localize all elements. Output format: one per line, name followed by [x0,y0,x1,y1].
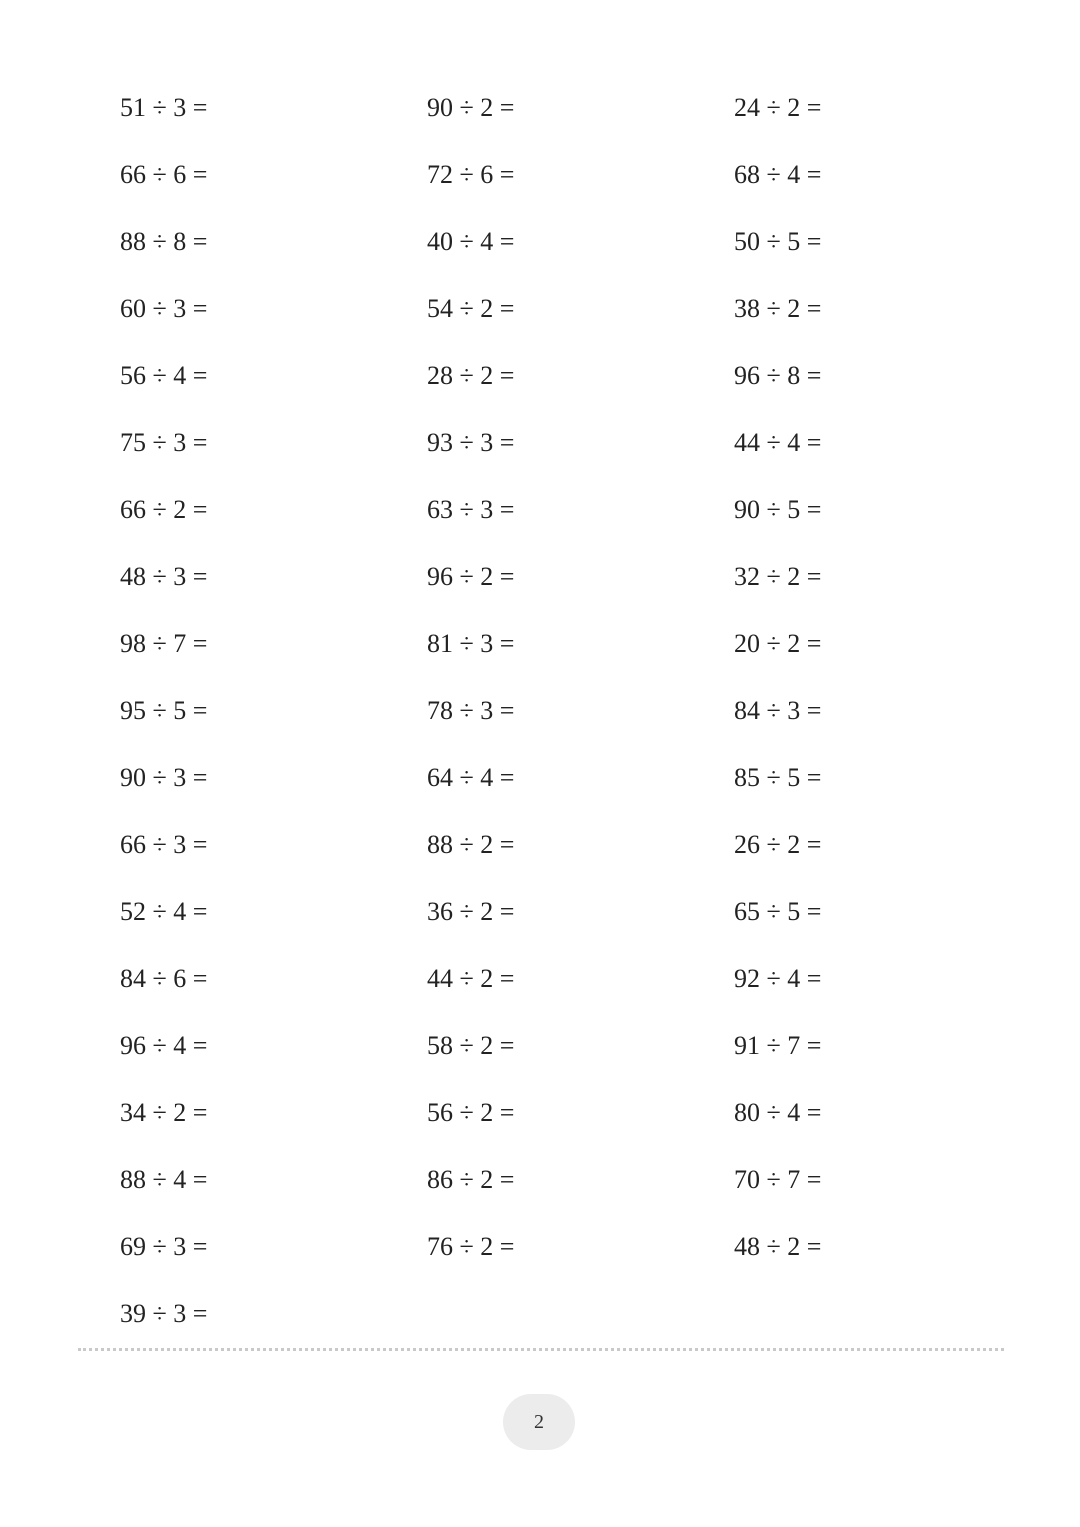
division-problem: 88 ÷ 4 = [120,1165,208,1194]
division-problem: 32 ÷ 2 = [734,562,822,591]
division-problem: 24 ÷ 2 = [734,93,822,122]
division-problem: 84 ÷ 3 = [734,696,822,725]
division-problem: 54 ÷ 2 = [427,294,515,323]
problem-column-1 [120,86,380,1359]
division-problem: 50 ÷ 5 = [734,227,822,256]
division-problem: 90 ÷ 5 = [734,495,822,524]
division-problem: 44 ÷ 4 = [734,428,822,457]
division-problem: 81 ÷ 3 = [427,629,515,658]
page-number-badge: 2 [503,1394,575,1450]
division-problem: 44 ÷ 2 = [427,964,515,993]
division-problem: 60 ÷ 3 = [120,294,208,323]
division-problem: 91 ÷ 7 = [734,1031,822,1060]
division-problem: 72 ÷ 6 = [427,160,515,189]
division-problem: 88 ÷ 2 = [427,830,515,859]
division-problem: 58 ÷ 2 = [427,1031,515,1060]
division-problem: 90 ÷ 2 = [427,93,515,122]
division-problem: 63 ÷ 3 = [427,495,515,524]
division-problem: 66 ÷ 6 = [120,160,208,189]
division-problem: 96 ÷ 4 = [120,1031,208,1060]
division-problem: 85 ÷ 5 = [734,763,822,792]
division-problem: 48 ÷ 3 = [120,562,208,591]
division-problem: 95 ÷ 5 = [120,696,208,725]
division-problem: 84 ÷ 6 = [120,964,208,993]
division-problem: 70 ÷ 7 = [734,1165,822,1194]
problem-column-2 [427,86,687,1292]
division-problem: 38 ÷ 2 = [734,294,822,323]
division-problem: 75 ÷ 3 = [120,428,208,457]
division-problem: 36 ÷ 2 = [427,897,515,926]
division-problem: 92 ÷ 4 = [734,964,822,993]
dotted-divider [78,1348,1004,1351]
division-problem: 52 ÷ 4 = [120,897,208,926]
division-problem: 20 ÷ 2 = [734,629,822,658]
division-problem: 86 ÷ 2 = [427,1165,515,1194]
division-problem: 88 ÷ 8 = [120,227,208,256]
division-problem: 26 ÷ 2 = [734,830,822,859]
division-problem: 66 ÷ 2 = [120,495,208,524]
division-problem: 80 ÷ 4 = [734,1098,822,1127]
division-problem: 28 ÷ 2 = [427,361,515,390]
division-problem: 90 ÷ 3 = [120,763,208,792]
division-problem: 96 ÷ 2 = [427,562,515,591]
division-problem: 56 ÷ 4 = [120,361,208,390]
division-problem: 76 ÷ 2 = [427,1232,515,1261]
division-problem: 64 ÷ 4 = [427,763,515,792]
division-problem: 39 ÷ 3 = [120,1299,208,1328]
division-problem: 68 ÷ 4 = [734,160,822,189]
division-problem: 34 ÷ 2 = [120,1098,208,1127]
division-problem: 66 ÷ 3 = [120,830,208,859]
division-problem: 78 ÷ 3 = [427,696,515,725]
division-problem: 48 ÷ 2 = [734,1232,822,1261]
division-problem: 69 ÷ 3 = [120,1232,208,1261]
division-problem: 98 ÷ 7 = [120,629,208,658]
division-problem: 93 ÷ 3 = [427,428,515,457]
division-problem: 51 ÷ 3 = [120,93,208,122]
division-problem: 40 ÷ 4 = [427,227,515,256]
division-problem: 56 ÷ 2 = [427,1098,515,1127]
problem-column-3 [734,86,994,1292]
division-problem: 65 ÷ 5 = [734,897,822,926]
division-problem: 96 ÷ 8 = [734,361,822,390]
